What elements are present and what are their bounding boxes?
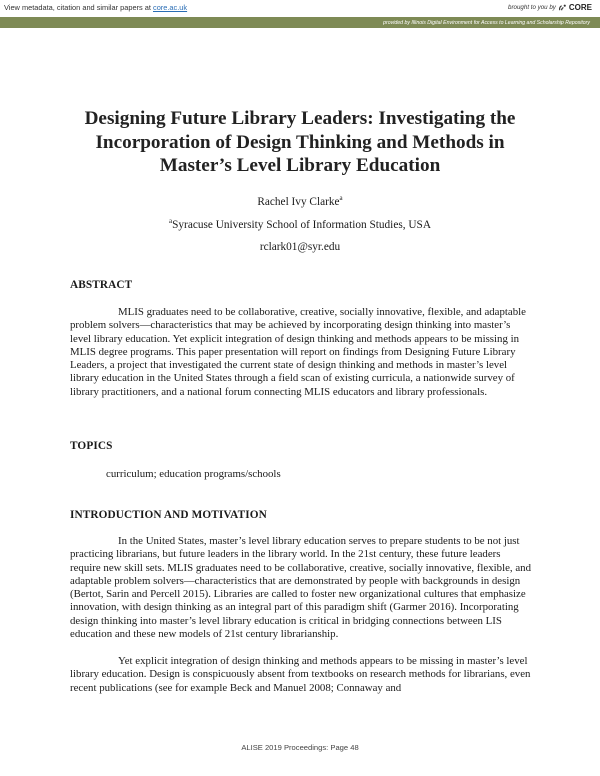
- core-logo-icon: [558, 3, 567, 12]
- core-brand[interactable]: [508, 3, 592, 12]
- topics-text: curriculum; education programs/schools: [106, 468, 281, 480]
- core-banner: [0, 0, 600, 17]
- core-logo-text: CORE: [568, 3, 592, 12]
- core-provider-text: provided by Illinois Digital Environment for Access to Learning and Scholarship Repository: [383, 19, 590, 26]
- abstract-text: MLIS graduates need to be collaborative, creative, socially innovative, flexible, and adaptable problem solvers—characteristics that may be achieved by incorporating design thinking into master’s level library education. Yet explicit integration of design thinking and methods appears to be missing in MLIS degree programs. This paper presentation will report on findings from Designing Future Library Leaders, a project that investigated the current state of design thinking and methods in master’s level library education in the United States through a field scan of existing curricula, a nationwide survey of library practitioners, and a national forum connecting MLIS educators and library professionals.: [70, 306, 526, 398]
- topics-heading: TOPICS: [70, 440, 113, 452]
- intro-paragraph-2: Yet explicit integration of design thinking and methods appears to be missing in master’s level library education. Design is conspicuously absent from textbooks on research methods for librarians, even recent publications (see for example Beck and Manuel 2008; Connaway and: [70, 655, 531, 694]
- affiliation: Syracuse University School of Information Studies, USA: [172, 219, 431, 231]
- author-email: rclark01@syr.edu: [259, 241, 341, 253]
- intro-paragraph-1: In the United States, master’s level library education serves to prepare students to be not just practicing librarians, but future leaders in the library world. In the 21st century, these future leaders require new skill sets. MLIS graduates need to be collaborative, creative, socially innovative, flexible, and adaptable problem solvers—characteristics that are demonstrated by people with backgrounds in design (Bertot, Sarin and Percell 2015). Libraries are called to foster new organizational cultures that emphasize innovation, with design thinking as an integral part of this paradigm shift (Garmer 2016). Incorporating design thinking into master’s level library education is critical in bridging connections between LIS education and these new models of 21st century librarianship.: [70, 535, 532, 641]
- core-brought-text: brought to you by: [508, 4, 556, 11]
- affiliation-superscript: a: [169, 217, 173, 226]
- author-superscript: a: [339, 194, 343, 203]
- abstract-heading: ABSTRACT: [70, 279, 133, 291]
- core-metadata-text: View metadata, citation and similar papers at: [4, 3, 151, 12]
- core-provider-bar: [0, 17, 600, 28]
- intro-heading: INTRODUCTION AND MOTIVATION: [70, 509, 267, 521]
- core-metadata-notice: [4, 3, 187, 12]
- author-name: Rachel Ivy Clarke: [257, 196, 340, 208]
- core-logo: [558, 3, 592, 12]
- affiliation-line: [0, 219, 600, 231]
- paper-title: Designing Future Library Leaders: Investigating the Incorporation of Design Thinking and Methods in Master’s Level Library Education: [84, 108, 516, 176]
- core-link[interactable]: core.ac.uk: [153, 3, 188, 12]
- page-footer: ALISE 2019 Proceedings: Page 48: [241, 743, 359, 752]
- author-line: [0, 196, 600, 208]
